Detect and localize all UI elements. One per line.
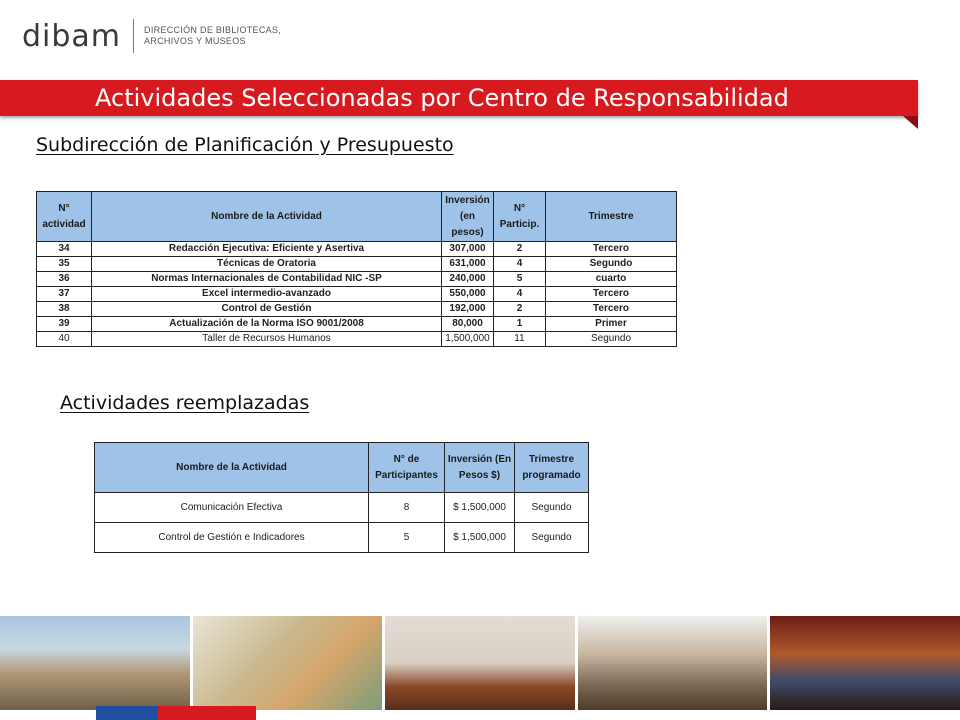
table-cell: 39 (37, 317, 92, 332)
logo-subtitle-line2: ARCHIVOS Y MUSEOS (144, 36, 246, 46)
table-cell: cuarto (546, 272, 677, 287)
page-title: Actividades Seleccionadas por Centro de Responsabilidad (95, 84, 789, 112)
table-cell: 8 (369, 493, 445, 523)
table-cell: Normas Internacionales de Contabilidad NIC -SP (92, 272, 442, 287)
table-row (37, 242, 677, 257)
table-cell: Segundo (546, 257, 677, 272)
table-row (95, 493, 589, 523)
table-cell: Control de Gestión (92, 302, 442, 317)
table-cell: Redacción Ejecutiva: Eficiente y Asertiva (92, 242, 442, 257)
table-cell: 2 (494, 242, 546, 257)
dibam-logo (22, 16, 281, 56)
table-cell: 11 (494, 332, 546, 347)
table-cell: 80,000 (442, 317, 494, 332)
table-cell: 5 (494, 272, 546, 287)
brand-bar-blue (96, 706, 158, 720)
table-cell: 192,000 (442, 302, 494, 317)
col-header-trimestre: Trimestre programado (515, 443, 589, 493)
table-cell: 38 (37, 302, 92, 317)
table-cell: 550,000 (442, 287, 494, 302)
col-header-inversion: Inversión (en pesos) (442, 192, 494, 242)
col-header-name: Nombre de la Actividad (95, 443, 369, 493)
table-cell: Tercero (546, 242, 677, 257)
table-row (37, 332, 677, 347)
logo-subtitle (144, 25, 281, 47)
table-cell: Segundo (515, 523, 589, 553)
banner-fold (903, 116, 918, 129)
table-cell: Comunicación Efectiva (95, 493, 369, 523)
table-cell: 5 (369, 523, 445, 553)
activities-table (36, 191, 677, 347)
table-row (37, 257, 677, 272)
photo-carved-inkstand (385, 616, 575, 710)
replaced-activities-table (94, 442, 589, 553)
table-cell: 1,500,000 (442, 332, 494, 347)
table-cell: 307,000 (442, 242, 494, 257)
photo-museum-building (0, 616, 190, 710)
table-header-row (37, 192, 677, 242)
photo-archaeology-dig (578, 616, 768, 710)
table-cell: $ 1,500,000 (445, 493, 515, 523)
table-row (37, 287, 677, 302)
table-cell: 37 (37, 287, 92, 302)
table-cell: Excel intermedio-avanzado (92, 287, 442, 302)
table-row (95, 523, 589, 553)
table-cell: Control de Gestión e Indicadores (95, 523, 369, 553)
brand-bar-red (158, 706, 256, 720)
table-cell: Segundo (546, 332, 677, 347)
table-cell: 4 (494, 257, 546, 272)
table-cell: 1 (494, 317, 546, 332)
table-cell: $ 1,500,000 (445, 523, 515, 553)
table-cell: 36 (37, 272, 92, 287)
table-cell: Actualización de la Norma ISO 9001/2008 (92, 317, 442, 332)
table-cell: Taller de Recursos Humanos (92, 332, 442, 347)
col-header-inversion: Inversión (En Pesos $) (445, 443, 515, 493)
table-cell: 34 (37, 242, 92, 257)
table-row (37, 302, 677, 317)
table-row (37, 317, 677, 332)
section-heading-reemplazadas: Actividades reemplazadas (60, 392, 310, 414)
table-cell: Tercero (546, 287, 677, 302)
logo-separator (133, 19, 134, 53)
table-cell: Segundo (515, 493, 589, 523)
table-cell: 631,000 (442, 257, 494, 272)
table-cell: 35 (37, 257, 92, 272)
section-heading-planificacion: Subdirección de Planificación y Presupuesto (36, 134, 454, 156)
table-cell: Técnicas de Oratoria (92, 257, 442, 272)
photo-illustrated-book (193, 616, 383, 710)
table-cell: Primer (546, 317, 677, 332)
logo-subtitle-line1: DIRECCIÓN DE BIBLIOTECAS, (144, 25, 282, 35)
table-row (37, 272, 677, 287)
brand-color-bar (96, 706, 256, 720)
col-header-name: Nombre de la Actividad (92, 192, 442, 242)
photo-strip (0, 616, 960, 710)
table-cell: 40 (37, 332, 92, 347)
table-cell: Tercero (546, 302, 677, 317)
table-header-row (95, 443, 589, 493)
col-header-particip: N° Particip. (494, 192, 546, 242)
table-cell: 240,000 (442, 272, 494, 287)
table-cell: 4 (494, 287, 546, 302)
photo-colonial-painting (770, 616, 960, 710)
col-header-trimestre: Trimestre (546, 192, 677, 242)
col-header-participantes: N° de Participantes (369, 443, 445, 493)
table-cell: 2 (494, 302, 546, 317)
col-header-num: N° actividad (37, 192, 92, 242)
logo-wordmark: dibam (22, 18, 122, 54)
